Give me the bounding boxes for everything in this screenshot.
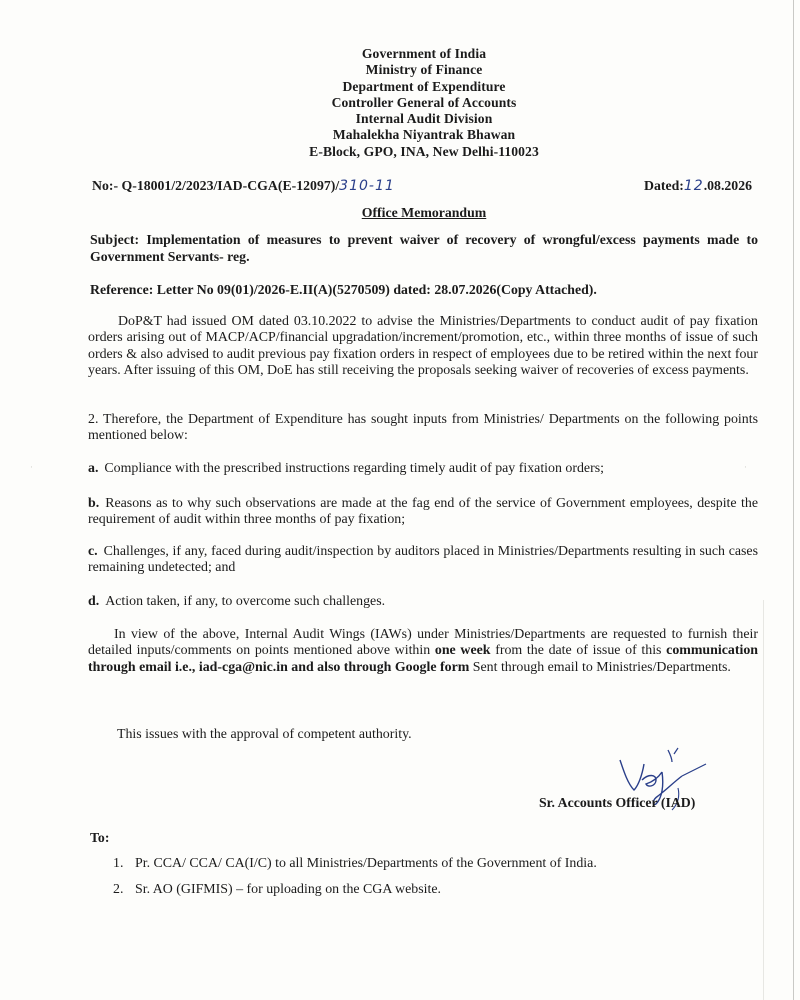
reference-line: Reference: Letter No 09(01)/2026-E.II(A)(5270509) dated: 28.07.2026(Copy Attached).: [90, 282, 597, 297]
letterhead-line: Internal Audit Division: [355, 111, 493, 127]
paragraph-2: 2. Therefore, the Department of Expenditure has sought inputs from Ministries/ Departments on the following points mentioned below:: [88, 412, 758, 444]
point-text: Action taken, if any, to overcome such challenges.: [105, 594, 386, 609]
point-text: Compliance with the prescribed instructions regarding timely audit of pay fixation orders;: [104, 461, 604, 476]
paragraph-3-text: In view of the above, Internal Audit Wings (IAWs) under Ministries/Departments are requested to furnish their detailed inputs/comments on points mentioned above within: [88, 627, 758, 659]
deadline-emphasis: one week: [434, 643, 491, 659]
signatory-designation: Sr. Accounts Officer (IAD): [539, 795, 696, 810]
letterhead: [0, 46, 800, 160]
point-b: [88, 496, 758, 529]
point-d: [88, 594, 758, 610]
recipient-number: 1.: [113, 856, 124, 871]
paragraph-3: [88, 627, 758, 676]
scan-speck: ·: [30, 463, 33, 473]
email-emphasis: communication through email i.e., iad-cga@nic.in and also through Google form: [88, 643, 758, 675]
letterhead-line: Ministry of Finance: [365, 62, 483, 78]
recipient-text: Sr. AO (GIFMIS) – for uploading on the CGA website.: [135, 882, 441, 897]
point-label: c.: [88, 544, 98, 559]
recipient-item: [113, 856, 597, 872]
point-label: b.: [88, 496, 100, 511]
letterhead-line: Government of India: [361, 46, 487, 61]
issue-date: [644, 178, 752, 194]
date-day-handwritten: 12: [683, 178, 704, 194]
file-number-handwritten: 310-11: [339, 178, 395, 194]
date-label: Dated:: [644, 178, 684, 193]
document-title-text: Office Memorandum: [361, 205, 487, 220]
date-rest: .08.2026: [703, 178, 752, 193]
addressee-label: To:: [90, 830, 110, 845]
recipient-item: [113, 882, 441, 898]
file-number-printed: No:- Q-18001/2/2023/IAD-CGA(E-12097)/: [92, 178, 340, 193]
scan-edge-line: [763, 600, 764, 1000]
paragraph-3-text: Sent through email to Ministries/Departments.: [469, 659, 731, 675]
point-label: a.: [88, 461, 99, 476]
paragraph-3-text: from the date of issue of this: [490, 643, 667, 659]
letterhead-line: Mahalekha Niyantrak Bhawan: [332, 127, 516, 143]
point-text: Reasons as to why such observations are made at the fag end of the service of Government employees, despite the requirement of audit within three months of pay fixation;: [88, 496, 758, 528]
subject-line: Subject: Implementation of measures to prevent waiver of recovery of wrongful/excess payments made to Government Servants- reg.: [90, 232, 758, 264]
letterhead-line: E-Block, GPO, INA, New Delhi-110023: [309, 143, 539, 159]
recipient-text: Pr. CCA/ CCA/ CA(I/C) to all Ministries/Departments of the Government of India.: [135, 856, 597, 871]
letterhead-line: Department of Expenditure: [342, 78, 506, 94]
letterhead-line: Controller General of Accounts: [331, 94, 517, 110]
point-a: [88, 461, 758, 477]
recipient-number: 2.: [113, 882, 124, 897]
point-text: Challenges, if any, faced during audit/inspection by auditors placed in Ministries/Departments resulting in such cases remaining undetected; and: [88, 544, 758, 576]
paragraph-1: DoP&T had issued OM dated 03.10.2022 to advise the Ministries/Departments to conduct audit of pay fixation orders arising out of MACP/ACP/financial upgradation/increment/promotion, etc., within three months of issue of such orders & also advised to audit previous pay fixation orders in respect of employees due to be retired within the next four years. After issuing of this OM, DoE has still receiving the proposals seeking waiver of recoveries of excess payments.: [88, 314, 758, 379]
document-title: [0, 205, 800, 221]
file-number: [92, 178, 395, 194]
point-c: [88, 544, 758, 577]
approval-note: This issues with the approval of competent authority.: [117, 727, 412, 742]
point-label: d.: [88, 594, 100, 609]
scan-speck: ·: [744, 463, 747, 473]
